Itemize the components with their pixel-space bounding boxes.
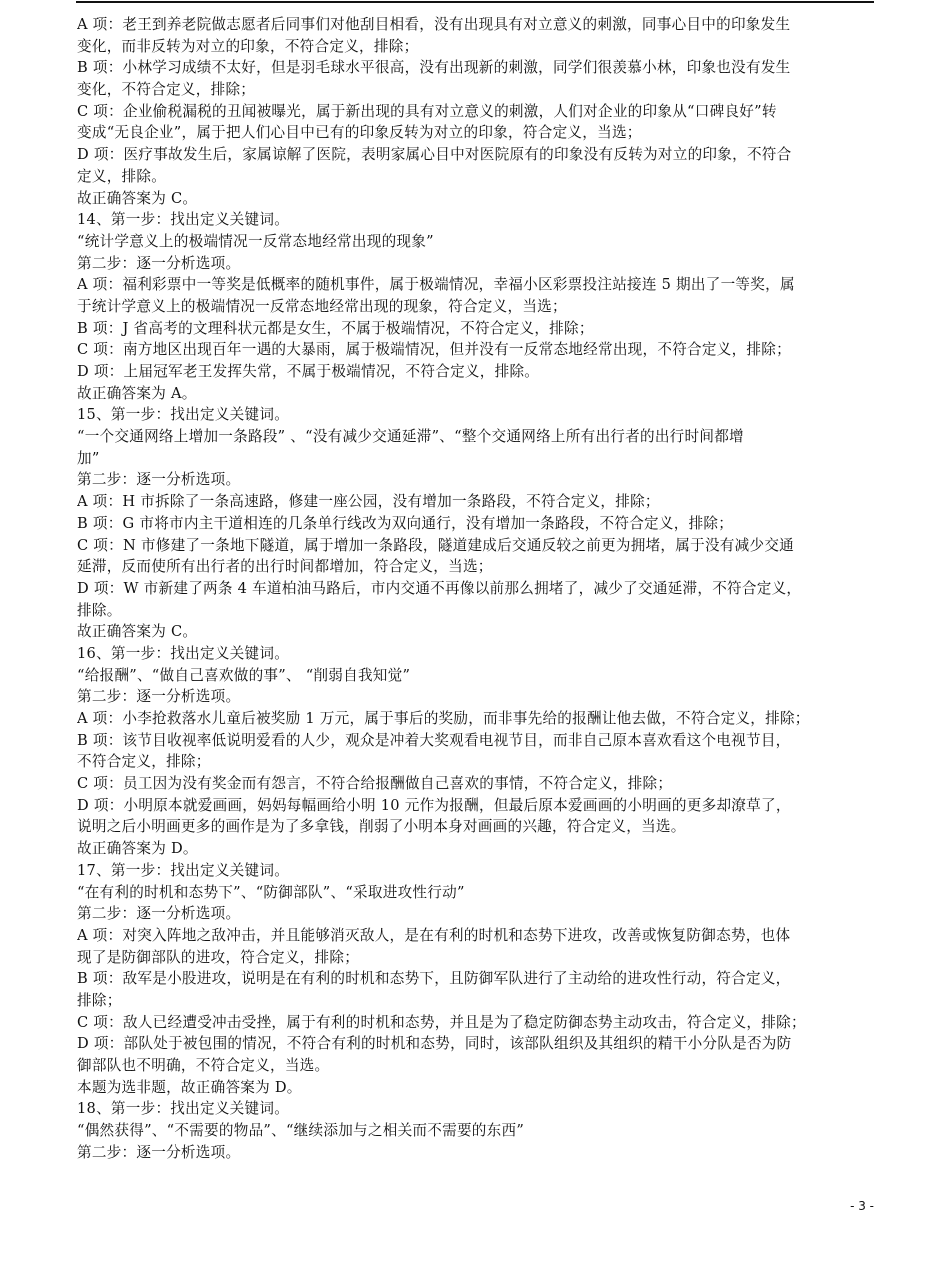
- text-line: 排除；: [77, 991, 122, 1009]
- text-line: 15、第一步：找出定义关键词。: [77, 406, 290, 424]
- text-line: B 项：小林学习成绩不太好，但是羽毛球水平很高，没有出现新的刺激，同学们很羡慕小林，印象也没有发生: [77, 59, 791, 77]
- text-line: “一个交通网络上增加一条路段” 、“没有减少交通延滞”、“整个交通网络上所有出行者的出行时间都增: [77, 428, 744, 446]
- text-line: 排除。: [77, 601, 122, 619]
- text-line: A 项：小李抢救落水儿童后被奖励 1 万元，属于事后的奖励，而非事先给的报酬让他去做，不符合定义，排除；: [77, 710, 810, 727]
- text-line: “偶然获得”、“不需要的物品”、“继续添加与之相关而不需要的东西”: [77, 1122, 525, 1140]
- text-line: B 项：J 省高考的文理科状元都是女生，不属于极端情况，不符合定义，排除；: [77, 319, 594, 337]
- text-line: 17、第一步：找出定义关键词。: [77, 861, 290, 879]
- text-line: 定义，排除。: [77, 167, 167, 185]
- text-line: 不符合定义，排除；: [77, 753, 211, 771]
- text-line: 变化，不符合定义，排除；: [77, 81, 256, 99]
- text-line: “给报酬”、“做自己喜欢做的事”、 “削弱自我知觉”: [77, 666, 411, 684]
- text-line: C 项：企业偷税漏税的丑闻被曝光，属于新出现的具有对立意义的刺激，人们对企业的印象从“口碑良好”转: [77, 102, 777, 120]
- text-line: 第二步：逐一分析选项。: [77, 254, 241, 272]
- text-line: “统计学意义上的极端情况一反常态地经常出现的现象”: [77, 232, 434, 250]
- text-line: A 项：老王到养老院做志愿者后同事们对他刮目相看，没有出现具有对立意义的刺激，同事心目中的印象发生: [77, 16, 791, 33]
- text-line: 御部队也不明确，不符合定义，当选。: [77, 1057, 330, 1074]
- text-line: 16、第一步：找出定义关键词。: [77, 644, 290, 662]
- text-line: D 项：上届冠军老王发挥失常，不属于极端情况，不符合定义，排除。: [77, 363, 540, 380]
- text-line: 第二步：逐一分析选项。: [77, 688, 241, 706]
- text-line: 第二步：逐一分析选项。: [77, 471, 241, 489]
- text-line: 延滞，反而使所有出行者的出行时间都增加，符合定义，当选；: [77, 558, 493, 576]
- text-line: C 项：敌人已经遭受冲击受挫，属于有利的时机和态势，并且是为了稳定防御态势主动攻击，符合定义，排除；: [77, 1013, 806, 1031]
- text-line: D 项：医疗事故发生后，家属谅解了医院，表明家属心目中对医院原有的印象没有反转为对立的印象，不符合: [77, 146, 792, 164]
- text-line: B 项：该节目收视率低说明爱看的人少，观众是冲着大奖观看电视节目，而非自己原本喜欢看这个电视节目，: [77, 731, 791, 749]
- text-line: A 项：H 市拆除了一条高速路，修建一座公园，没有增加一条路段，不符合定义，排除；: [77, 493, 660, 511]
- text-line: 本题为选非题，故正确答案为 D。: [77, 1078, 302, 1096]
- text-line: D 项：部队处于被包围的情况，不符合有利的时机和态势，同时，该部队组织及其组织的精干小分队是否为防: [77, 1035, 792, 1053]
- top-rule: [76, 1, 874, 3]
- text-line: “在有利的时机和态势下”、“防御部队”、“采取进攻性行动”: [77, 883, 465, 901]
- text-line: D 项：小明原本就爱画画，妈妈每幅画给小明 10 元作为报酬，但最后原本爱画画的小明画的更多却潦草了，: [77, 796, 791, 814]
- text-line: 说明之后小明画更多的画作是为了多拿钱，削弱了小明本身对画画的兴趣，符合定义，当选。: [77, 818, 686, 836]
- text-line: 于统计学意义上的极端情况一反常态地经常出现的现象，符合定义，当选；: [77, 297, 567, 315]
- text-line: 故正确答案为 D。: [77, 840, 198, 858]
- text-line: C 项：员工因为没有奖金而有怨言，不符合给报酬做自己喜欢的事情，不符合定义，排除；: [77, 775, 673, 793]
- text-line: A 项：福利彩票中一等奖是低概率的随机事件，属于极端情况，幸福小区彩票投注站接连 5 期出了一等奖，属: [77, 276, 795, 294]
- document-body: [77, 14, 875, 1163]
- text-line: 第二步：逐一分析选项。: [77, 1143, 241, 1161]
- text-line: 故正确答案为 A。: [77, 384, 197, 402]
- text-line: 第二步：逐一分析选项。: [77, 905, 241, 923]
- page-number: - 3 -: [850, 1199, 874, 1213]
- text-line: 故正确答案为 C。: [77, 189, 198, 207]
- text-line: D 项：W 市新建了两条 4 车道柏油马路后，市内交通不再像以前那么拥堵了，减少了交通延滞，不符合定义，: [77, 579, 802, 597]
- text-line: 故正确答案为 C。: [77, 623, 198, 641]
- text-line: C 项：南方地区出现百年一遇的大暴雨，属于极端情况，但并没有一反常态地经常出现，不符合定义，排除；: [77, 341, 791, 359]
- text-line: A 项：对突入阵地之敌冲击，并且能够消灭敌人，是在有利的时机和态势下进攻，改善或恢复防御态势，也体: [77, 926, 791, 944]
- text-line: 18、第一步：找出定义关键词。: [77, 1100, 290, 1118]
- text-line: C 项：N 市修建了一条地下隧道，属于增加一条路段，隧道建成后交通反较之前更为拥堵，属于没有减少交通: [77, 536, 795, 554]
- text-line: 变化，而非反转为对立的印象，不符合定义，排除；: [77, 37, 419, 55]
- text-line: 加”: [77, 449, 100, 467]
- text-line: B 项：G 市将市内主干道相连的几条单行线改为双向通行，没有增加一条路段，不符合定义，排除；: [77, 514, 734, 532]
- text-line: 现了是防御部队的进攻，符合定义，排除；: [77, 948, 360, 966]
- text-line: 变成“无良企业”，属于把人们心目中已有的印象反转为对立的印象，符合定义，当选；: [77, 124, 642, 142]
- text-line: 14、第一步：找出定义关键词。: [77, 211, 290, 229]
- text-line: B 项：敌军是小股进攻，说明是在有利的时机和态势下，且防御军队进行了主动给的进攻性行动，符合定义，: [77, 970, 791, 988]
